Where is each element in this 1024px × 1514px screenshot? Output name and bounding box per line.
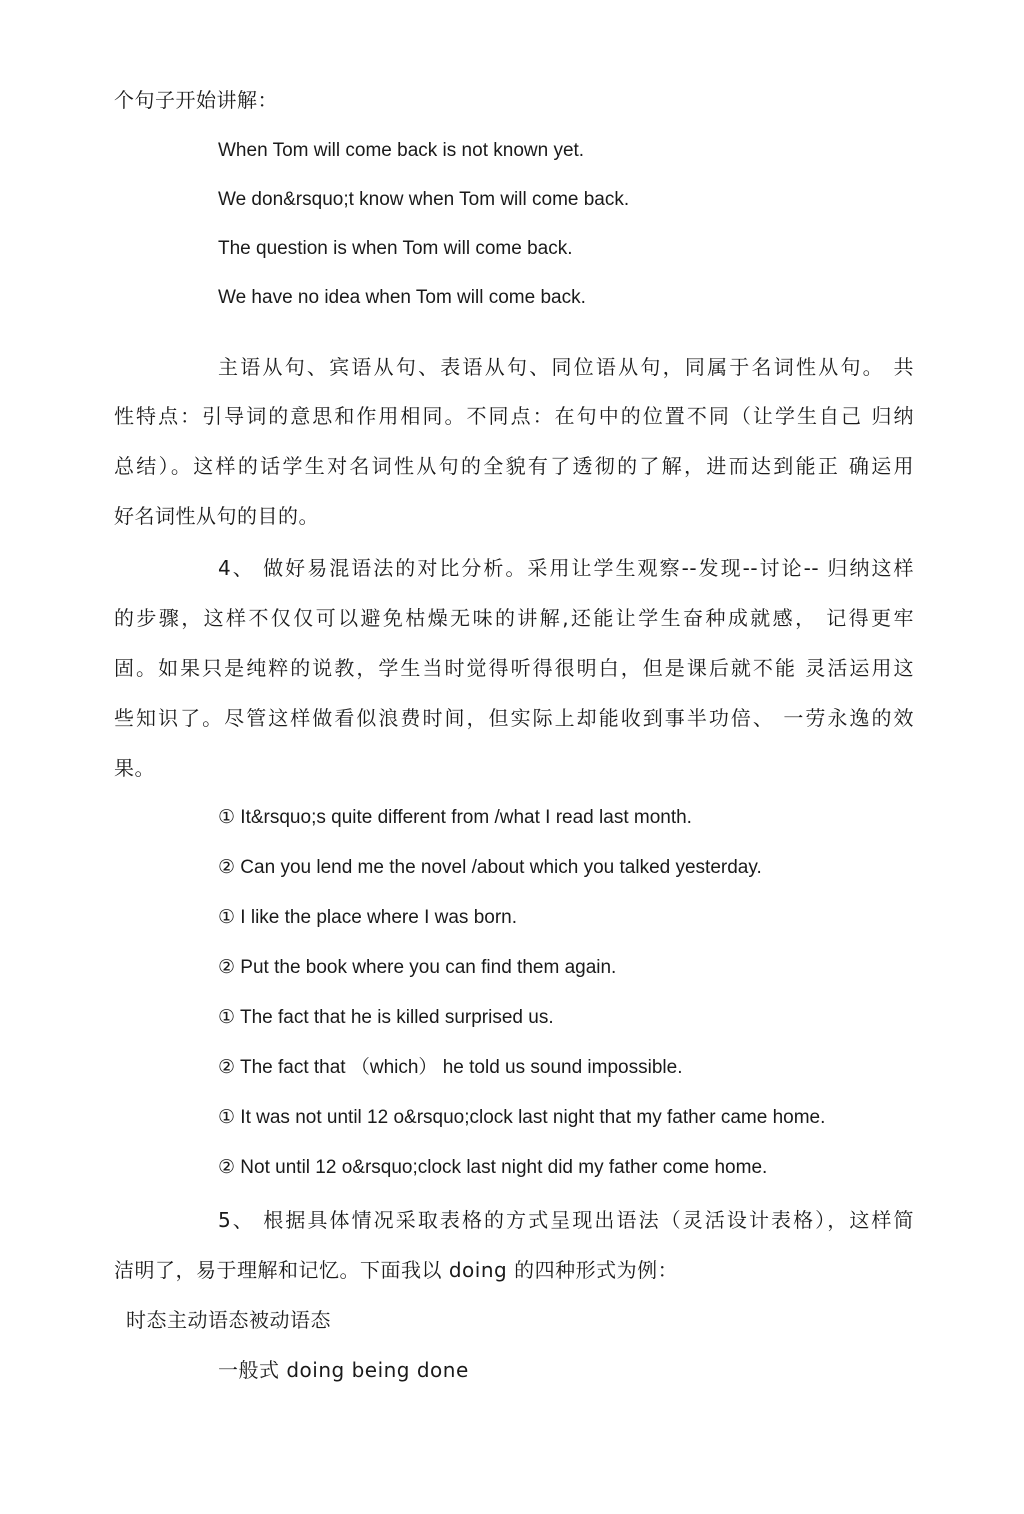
paragraph-line: 主语从句、宾语从句、表语从句、同位语从句，同属于名词性从句。 共 [218,355,914,379]
paragraph-line: 些知识了。尽管这样做看似浪费时间，但实际上却能收到事半功倍、 一劳永逸的效 [114,706,914,730]
comparison-sentence: ② Put the book where you can find them again. [218,957,617,978]
comparison-sentence: ① It was not until 12 o&rsquo;clock last night that my father came home. [218,1107,826,1128]
paragraph-line: 4、 做好易混语法的对比分析。采用让学生观察--发现--讨论-- 归纳这样 [218,556,914,580]
example-sentence: When Tom will come back is not known yet. [218,140,585,161]
comparison-sentence: ② Can you lend me the novel /about which you talked yesterday. [218,857,762,878]
example-sentence: We have no idea when Tom will come back. [218,287,586,308]
paragraph-line: 5、 根据具体情况采取表格的方式呈现出语法（灵活设计表格），这样简 [218,1208,914,1232]
comparison-sentence: ② Not until 12 o&rsquo;clock last night did my father come home. [218,1157,768,1178]
paragraph-line: 的步骤，这样不仅仅可以避免枯燥无味的讲解,还能让学生奋种成就感， 记得更牢 [114,606,914,630]
comparison-sentence: ① It&rsquo;s quite different from /what I read last month. [218,807,692,828]
paragraph-line: 洁明了，易于理解和记忆。下面我以 doing 的四种形式为例： [114,1258,679,1282]
paragraph-line: 性特点：引导词的意思和作用相同。不同点：在句中的位置不同（让学生自己 归纳 [114,404,914,428]
comparison-sentence: ① The fact that he is killed surprised us. [218,1007,554,1028]
paragraph-line: 好名词性从句的目的。 [114,504,319,528]
paragraph-line: 总结）。这样的话学生对名词性从句的全貌有了透彻的了解，进而达到能正 确运用 [114,454,914,478]
comparison-sentence: ② The fact that （which） he told us sound impossible. [218,1057,683,1078]
table-header: 时态主动语态被动语态 [126,1308,331,1332]
intro-line: 个句子开始讲解： [114,88,278,112]
table-row: 一般式 doing being done [218,1358,469,1382]
comparison-sentence: ① I like the place where I was born. [218,907,518,928]
example-sentence: We don&rsquo;t know when Tom will come back. [218,189,630,210]
example-sentence: The question is when Tom will come back. [218,238,573,259]
paragraph-line: 果。 [114,756,155,780]
paragraph-line: 固。如果只是纯粹的说教，学生当时觉得听得很明白，但是课后就不能 灵活运用这 [114,656,914,680]
